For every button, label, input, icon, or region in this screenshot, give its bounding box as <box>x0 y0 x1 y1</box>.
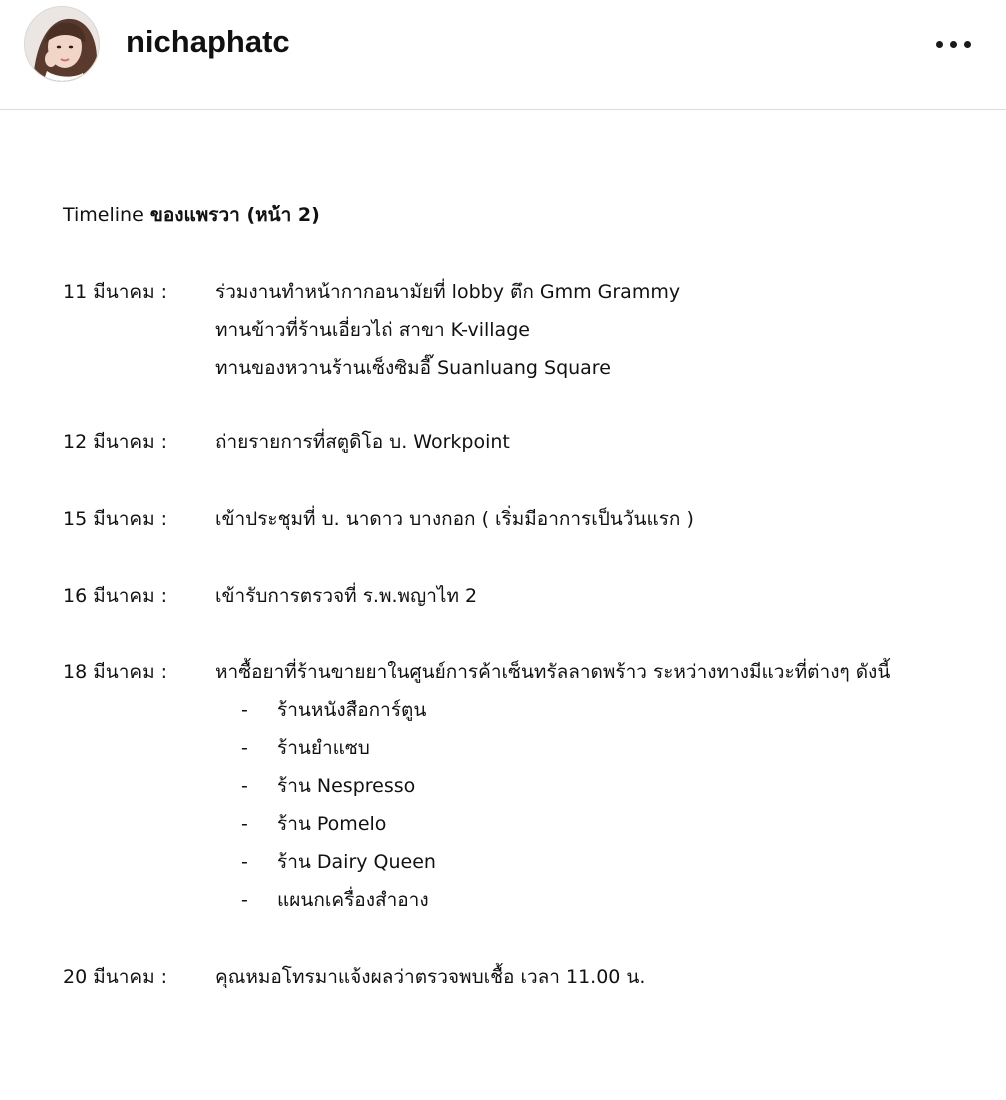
username[interactable]: nichaphatc <box>126 24 290 59</box>
post-header <box>0 0 1006 110</box>
bullet-text: ร้าน Dairy Queen <box>277 851 436 873</box>
entry-date: 12 มีนาคม : <box>63 431 168 453</box>
entry-line: ถ่ายรายการที่สตูดิโอ บ. Workpoint <box>215 431 510 453</box>
dot <box>950 41 957 48</box>
more-options-icon[interactable] <box>930 34 978 56</box>
bullet-text: ร้านยำแซบ <box>277 737 370 759</box>
title-thai: ของแพรวา (หน้า 2) <box>149 204 320 226</box>
bullet-text: แผนกเครื่องสำอาง <box>277 889 429 911</box>
entry-date: 11 มีนาคม : <box>63 281 168 303</box>
bullet-dash: - <box>241 699 248 721</box>
entry-lines <box>215 577 477 615</box>
entry-lines <box>215 958 645 996</box>
entry-date: 20 มีนาคม : <box>63 966 168 988</box>
bullet-text: ร้าน Pomelo <box>277 813 387 835</box>
avatar[interactable] <box>24 6 100 82</box>
bullet-dash: - <box>241 813 248 835</box>
bullet-dash: - <box>241 851 248 873</box>
entry-line: เข้าประชุมที่ บ. นาดาว บางกอก ( เริ่มมีอาการเป็นวันแรก ) <box>215 508 694 530</box>
entry-date: 15 มีนาคม : <box>63 508 168 530</box>
document-title <box>63 202 320 228</box>
bullet-dash: - <box>241 737 248 759</box>
entry-lines <box>215 273 680 387</box>
entry-line: เข้ารับการตรวจที่ ร.พ.พญาไท 2 <box>215 585 478 607</box>
entry-date: 16 มีนาคม : <box>63 585 168 607</box>
entry-lines <box>215 500 694 538</box>
profile-photo-icon <box>25 7 100 82</box>
entry-date: 18 มีนาคม : <box>63 661 168 683</box>
entry-lines <box>215 653 891 911</box>
bullet-dash: - <box>241 889 248 911</box>
entry-line: ทานข้าวที่ร้านเอี่ยวไถ่ สาขา K-village <box>215 319 530 341</box>
title-prefix: Timeline <box>63 204 144 226</box>
entry-line: ร่วมงานทำหน้ากากอนามัยที่ lobby ตึก Gmm Grammy <box>215 281 681 303</box>
post-image <box>0 110 1006 1100</box>
entry-line: คุณหมอโทรมาแจ้งผลว่าตรวจพบเชื้อ เวลา 11.00 น. <box>215 966 646 988</box>
entry-line: ทานของหวานร้านเซ็งซิมอี๊ Suanluang Square <box>215 357 611 379</box>
bullet-dash: - <box>241 775 248 797</box>
entry-lines <box>215 423 510 461</box>
bullet-text: ร้านหนังสือการ์ตูน <box>277 699 427 721</box>
dot <box>936 41 943 48</box>
entry-line: หาซื้อยาที่ร้านขายยาในศูนย์การค้าเซ็นทรัลลาดพร้าว ระหว่างทางมีแวะที่ต่างๆ ดังนี้ <box>215 661 891 683</box>
bullet-text: ร้าน Nespresso <box>277 775 416 797</box>
dot <box>964 41 971 48</box>
